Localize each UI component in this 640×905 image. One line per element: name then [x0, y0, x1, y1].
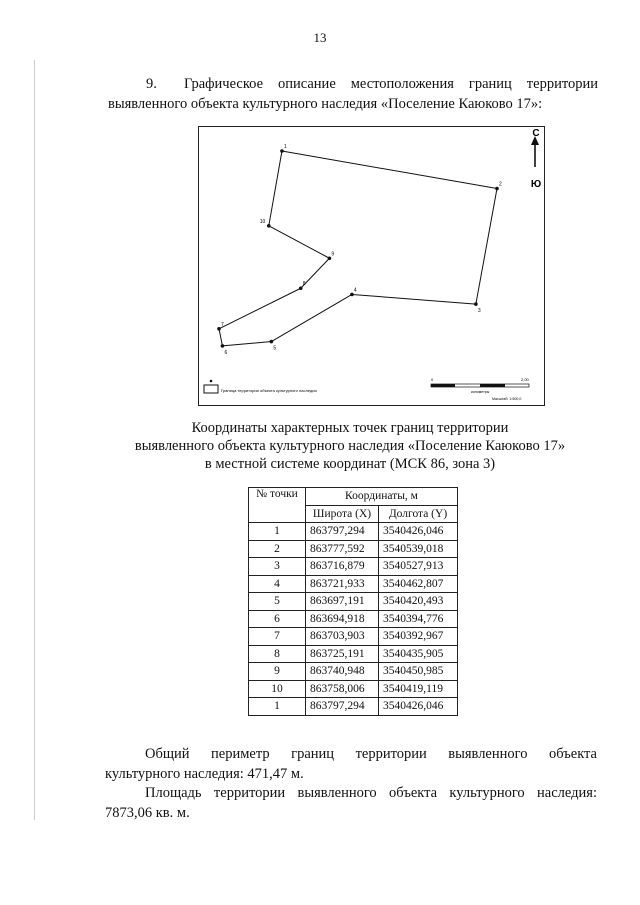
point-label: 7 — [221, 321, 224, 328]
header-point-number: № точки — [249, 488, 306, 523]
longitude-cell: 3540419,119 — [379, 680, 458, 698]
boundary-point — [267, 224, 271, 228]
boundary-point — [474, 302, 478, 306]
perimeter-paragraph — [105, 744, 597, 784]
header-longitude: Долгота (Y) — [379, 505, 458, 523]
table-row — [249, 540, 458, 558]
latitude-cell: 863721,933 — [306, 575, 379, 593]
header-coordinates: Координаты, м — [306, 488, 458, 506]
table-row — [249, 645, 458, 663]
page-number: 13 — [313, 30, 327, 45]
point-number-cell: 1 — [249, 523, 306, 541]
point-number-cell: 2 — [249, 540, 306, 558]
point-number-cell: 3 — [249, 558, 306, 576]
scale-bar — [431, 377, 530, 401]
longitude-cell: 3540435,905 — [379, 645, 458, 663]
header-latitude: Широта (X) — [306, 505, 379, 523]
point-number-cell: 8 — [249, 645, 306, 663]
scale-end: 2,00 — [521, 377, 529, 382]
latitude-cell: 863725,191 — [306, 645, 379, 663]
point-number-cell: 5 — [249, 593, 306, 611]
scale-unit: километры — [471, 390, 490, 394]
point-number-cell: 10 — [249, 680, 306, 698]
point-number-cell: 9 — [249, 663, 306, 681]
longitude-cell: 3540392,967 — [379, 628, 458, 646]
map-legend — [204, 380, 317, 393]
table-row — [249, 593, 458, 611]
section-number: 9. — [146, 76, 157, 92]
latitude-cell: 863758,006 — [306, 680, 379, 698]
boundary-segment — [476, 189, 497, 305]
table-row — [249, 558, 458, 576]
north-label: С — [532, 128, 540, 139]
longitude-cell: 3540527,913 — [379, 558, 458, 576]
perimeter-line-1: Общий периметр границ территории выявленного объекта — [145, 746, 597, 762]
longitude-cell: 3540539,018 — [379, 540, 458, 558]
point-label: 3 — [477, 308, 481, 315]
point-number-cell: 4 — [249, 575, 306, 593]
latitude-cell: 863777,592 — [306, 540, 379, 558]
section-heading-text: Графическое описание местоположения границ территории выявленного объекта культурного наследия «Поселение Каюково 17»: — [108, 76, 598, 112]
scale-ratio: Масштаб: 1:500,0 — [492, 397, 522, 401]
longitude-cell: 3540450,985 — [379, 663, 458, 681]
caption-line-1: Координаты характерных точек границ территории — [191, 420, 509, 436]
boundary-segment — [282, 151, 497, 189]
table-caption — [100, 419, 600, 473]
boundary-segment — [219, 329, 222, 346]
latitude-cell: 863694,918 — [306, 610, 379, 628]
legend-text: Граница территории объекта культурного наследия — [221, 388, 317, 393]
boundary-segment — [269, 151, 282, 226]
point-number-cell: 7 — [249, 628, 306, 646]
boundary-segment — [222, 342, 271, 346]
point-number-cell: 6 — [249, 610, 306, 628]
boundary-map — [198, 126, 545, 406]
margin-mark — [34, 60, 35, 820]
point-label: 1 — [283, 144, 287, 150]
longitude-cell: 3540420,493 — [379, 593, 458, 611]
latitude-cell: 863697,191 — [306, 593, 379, 611]
caption-line-2: выявленного объекта культурного наследия «Поселение Каюково 17» — [134, 438, 566, 454]
longitude-cell: 3540394,776 — [379, 610, 458, 628]
area-line-2: 7873,06 кв. м. — [105, 805, 190, 821]
point-number-cell: 1 — [249, 698, 306, 716]
table-row — [249, 523, 458, 541]
table-row — [249, 610, 458, 628]
latitude-cell: 863797,294 — [306, 523, 379, 541]
area-paragraph — [105, 783, 597, 823]
caption-line-3: в местной системе координат (МСК 86, зона 3) — [204, 456, 496, 472]
point-label: 9 — [331, 251, 335, 258]
table-row — [249, 628, 458, 646]
table-row — [249, 680, 458, 698]
latitude-cell: 863740,948 — [306, 663, 379, 681]
map-drawing — [199, 127, 544, 405]
boundary-point — [270, 340, 274, 344]
section-heading — [108, 74, 598, 114]
latitude-cell: 863797,294 — [306, 698, 379, 716]
coordinates-table — [248, 487, 458, 716]
point-label: 2 — [499, 181, 502, 188]
point-label: 5 — [273, 345, 277, 352]
perimeter-line-2: культурного наследия: 471,47 м. — [105, 766, 304, 782]
point-label: 8 — [302, 281, 306, 288]
point-label: 6 — [224, 349, 228, 356]
table-header-row — [249, 488, 458, 506]
table-row — [249, 698, 458, 716]
boundary-point — [221, 344, 225, 348]
scale-start: 0 — [431, 377, 434, 382]
latitude-cell: 863716,879 — [306, 558, 379, 576]
boundary-points — [217, 144, 502, 356]
boundary-segment — [271, 294, 352, 341]
north-arrow-icon — [531, 128, 541, 190]
table-row — [249, 575, 458, 593]
boundary-polygon — [219, 151, 497, 346]
boundary-segment — [352, 294, 476, 304]
longitude-cell: 3540426,046 — [379, 523, 458, 541]
longitude-cell: 3540426,046 — [379, 698, 458, 716]
point-label: 10 — [259, 218, 266, 225]
area-line-1: Площадь территории выявленного объекта культурного наследия: — [145, 785, 597, 801]
point-label: 4 — [353, 287, 357, 294]
boundary-segment — [219, 288, 301, 329]
south-label: Ю — [530, 179, 542, 190]
table-row — [249, 663, 458, 681]
longitude-cell: 3540462,807 — [379, 575, 458, 593]
latitude-cell: 863703,903 — [306, 628, 379, 646]
boundary-segment — [269, 226, 330, 258]
table-body — [249, 523, 458, 716]
